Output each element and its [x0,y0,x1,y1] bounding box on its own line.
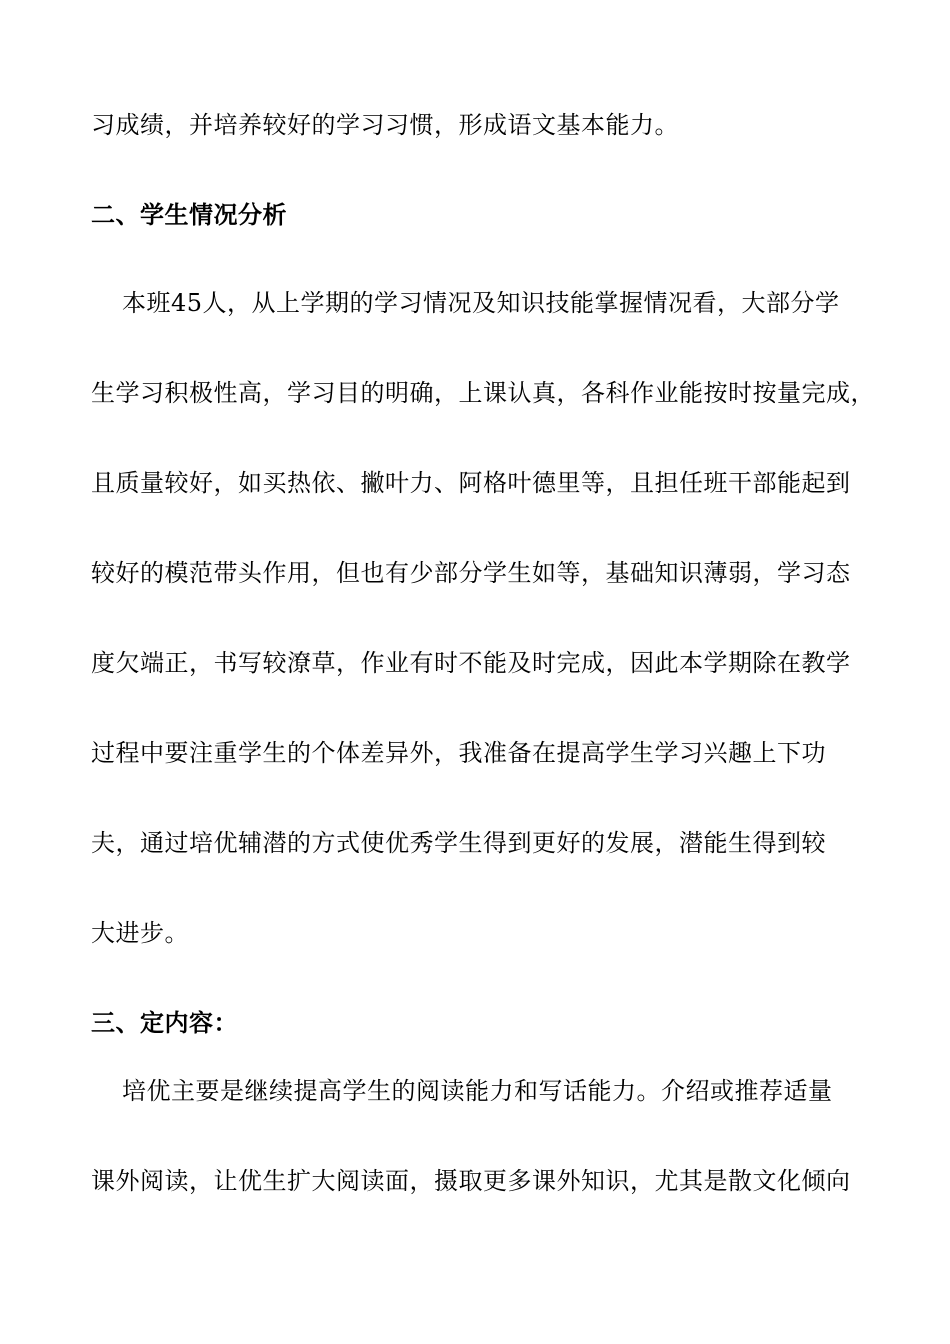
paragraph-line: 培优主要是继续提高学生的阅读能力和写话能力。介绍或推荐适量 [122,1077,833,1105]
section-heading-content: 三、定内容： [91,1009,238,1037]
paragraph-line: 且质量较好，如买热依、撇叶力、阿格叶德里等，且担任班干部能起到 [91,469,851,497]
paragraph-line: 本班45人，从上学期的学习情况及知识技能掌握情况看，大部分学 [122,289,840,317]
section-heading-student-analysis: 二、学生情况分析 [91,201,287,229]
paragraph-line: 大进步。 [91,919,189,947]
paragraph-line: 夫，通过培优辅潜的方式使优秀学生得到更好的发展，潜能生得到较 [91,829,826,857]
paragraph-line: 过程中要注重学生的个体差异外，我准备在提高学生学习兴趣上下功 [91,739,826,767]
paragraph-line: 生学习积极性高，学习目的明确，上课认真，各科作业能按时按量完成， [91,379,875,407]
paragraph-line: 度欠端正，书写较潦草，作业有时不能及时完成，因此本学期除在教学 [91,649,851,677]
paragraph-line: 课外阅读，让优生扩大阅读面，摄取更多课外知识，尤其是散文化倾向 [91,1167,851,1195]
paragraph-line: 较好的模范带头作用，但也有少部分学生如等，基础知识薄弱，学习态 [91,559,851,587]
paragraph-line: 习成绩，并培养较好的学习习惯，形成语文基本能力。 [91,111,679,139]
